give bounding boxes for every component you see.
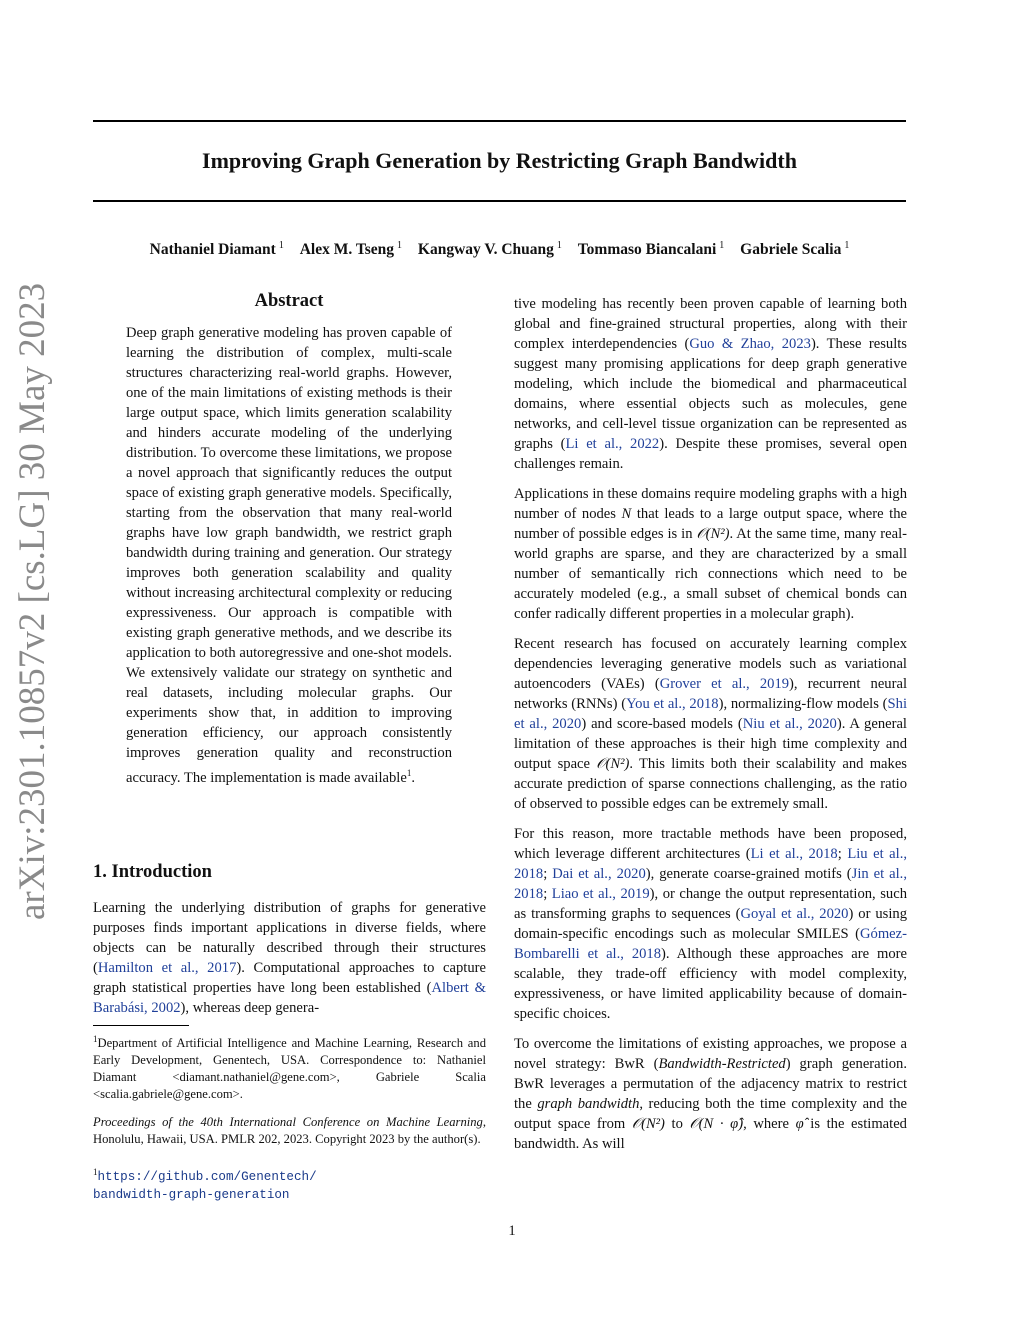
title-rule-top	[93, 120, 906, 122]
author-list	[93, 235, 906, 261]
title-rule-bottom	[93, 200, 906, 202]
intro-paragraph: To overcome the limitations of existing approaches, we propose a novel strategy: BwR (Bandwidth-Restricted) graph generation. BwR leverages a permutation of the adjacency matrix to restrict the graph bandwidth, reducing both the time complexity and the output space from 𝒪(N²) to 𝒪(N · φ̂), where φ̂ is the estimated bandwidth. As will	[514, 1036, 908, 1152]
citation-link[interactable]: Shi et al., 2020	[514, 696, 907, 732]
citation-link[interactable]: Liao et al., 2019	[551, 886, 650, 902]
author: Gabriele Scalia $^1$	[740, 240, 850, 259]
citation-link[interactable]: Guo & Zhao, 2023	[689, 336, 811, 352]
citation-link[interactable]: Dai et al., 2020	[552, 866, 646, 882]
math-symbol: φ̂	[795, 1116, 804, 1132]
footnote-url: $^1$https://github.com/Genentech/ bandwidth-graph-generation	[93, 1167, 317, 1203]
citation-link[interactable]: You et al., 2018	[626, 696, 719, 712]
right-column	[514, 294, 907, 1164]
citation-link[interactable]: Goyal et al., 2020	[740, 906, 849, 922]
footnote-rule	[93, 1025, 189, 1026]
math-expression: 𝒪(N · φ̂)	[689, 1116, 744, 1132]
author: Tommaso Biancalani $^1$	[577, 240, 725, 259]
citation-link[interactable]: Liu et al., 2018	[514, 846, 908, 882]
code-repository-link[interactable]: https://github.com/Genentech/	[97, 1170, 317, 1185]
arxiv-stamp: arXiv:2301.10857v2 [cs.LG] 30 May 2023	[12, 282, 53, 920]
math-expression: 𝒪(N²)	[696, 526, 730, 542]
intro-paragraph: Recent research has focused on accurately learning complex dependencies leveraging generative models such as variational autoencoders (VAEs) (Grover et al., 2019), recurrent neural networks (RNNs) (You et al., 2018), normalizing-flow models (Shi et al., 2020) and score-based models (Niu et al., 2020). A general limitation of these approaches is their high time complexity and output space 𝒪(N²). This limits both their scalability and makes accurate prediction of sparse connections challenging, as the ratio of observed to possible edges can be extremely small.	[514, 636, 907, 812]
paper-title: Improving Graph Generation by Restricting Graph Bandwidth	[202, 148, 797, 173]
section-heading-introduction: 1. Introduction	[93, 862, 212, 882]
intro-paragraph: For this reason, more tractable methods have been proposed, which leverage different architectures (Li et al., 2018; Liu et al., 2018; Dai et al., 2020), generate coarse-grained motifs (Jin et al., 2018; Liao et al., 2019), or change the output representation, such as transforming graphs to sequences (Goyal et al., 2020) or using domain-specific encodings such as molecular SMILES (Gómez-Bombarelli et al., 2018). Although these approaches are more scalable, they trade-off efficiency with model complexity, expressiveness, or have limited applicability because of domain-specific choices.	[514, 826, 908, 1022]
math-expression: 𝒪(N²)	[596, 756, 630, 772]
citation-link[interactable]: Hamilton et al., 2017	[97, 960, 237, 976]
citation-link[interactable]: Li et al., 2018	[750, 846, 838, 862]
citation-link[interactable]: Niu et al., 2020	[742, 716, 837, 732]
code-repository-link[interactable]: bandwidth-graph-generation	[93, 1188, 290, 1203]
footnote-affiliation: $^1$Department of Artificial Intelligence and Machine Learning, Research and Early Development, Genentech, USA. Correspondence to: Nathaniel Diamant <diamant.nathaniel@gene.com>, Gabriele Scalia <scalia.gabriele@gene.com>.	[93, 1034, 486, 1102]
author: Nathaniel Diamant $^1$	[149, 240, 284, 259]
abstract-heading: Abstract	[254, 291, 324, 311]
intro-paragraph: Applications in these domains require modeling graphs with a high number of nodes N that leads to a large output space, where the number of possible edges is in 𝒪(N²). At the same time, many real-world graphs are sparse, and they are characterized by a small number of semantically rich connections which need to be accurately modeled (e.g., a small subset of chemical bonds can confer radically different properties in a molecular graph).	[514, 486, 907, 622]
math-symbol: N	[621, 506, 632, 522]
citation-link[interactable]: Grover et al., 2019	[659, 676, 790, 692]
footnote-proceedings: Proceedings of the 40th International Conference on Machine Learning, Honolulu, Hawaii, USA. PMLR 202, 2023. Copyright 2023 by the author(s).	[93, 1115, 486, 1146]
citation-link[interactable]: Albert & Barabási, 2002	[93, 980, 486, 1016]
citation-link[interactable]: Li et al., 2022	[565, 436, 660, 452]
citation-link[interactable]: Jin et al., 2018	[514, 866, 907, 902]
abstract-text: Deep graph generative modeling has proven capable of learning the distribution of complex, multi-scale structures characterizing real-world graphs. However, one of the main limitations of existing methods is their large output space, which limits generation scalability and hinders accurate modeling of the underlying distribution. To overcome these limitations, we propose a novel approach that significantly reduces the output space of existing graph generative models. Specifically, starting from the observation that many real-world graphs have low graph bandwidth, we restrict graph bandwidth during training and generation. Our strategy improves both generation scalability and quality without increasing architectural complexity or reducing expressiveness. Our approach is compatible with existing graph generative methods, and we describe its application to both autoregressive and one-shot models. We extensively validate our strategy on synthetic and real datasets, including molecular graphs. Our experiments show that, in addition to improving generation efficiency, our approach consistently improves generation quality and reconstruction accuracy. The implementation is made available$^1$.	[126, 325, 452, 786]
intro-paragraph: tive modeling has recently been proven capable of learning both global and fine-grained structural properties, along with their complex interdependencies (Guo & Zhao, 2023). These results suggest many promising applications for deep graph generative modeling, which include the biomedical and pharmaceutical domains, where essential objects such as molecules, gene networks, and cell-level tissue organization can be represented as graphs (Li et al., 2022). Despite these promises, several open challenges remain.	[514, 296, 907, 472]
page-number: 1	[508, 1223, 516, 1239]
citation-link[interactable]: Gómez-Bombarelli et al., 2018	[514, 926, 907, 962]
author: Kangway V. Chuang $^1$	[417, 240, 562, 259]
math-expression: 𝒪(N²)	[631, 1116, 665, 1132]
intro-paragraph: Learning the underlying distribution of graphs for generative purposes finds important applications in diverse fields, where objects can be naturally described through their structures (Hamilton et al., 2017). Computational approaches to capture graph statistical properties have long been established (Albert & Barabási, 2002), whereas deep genera-	[93, 900, 486, 1016]
author: Alex M. Tseng $^1$	[299, 240, 403, 259]
